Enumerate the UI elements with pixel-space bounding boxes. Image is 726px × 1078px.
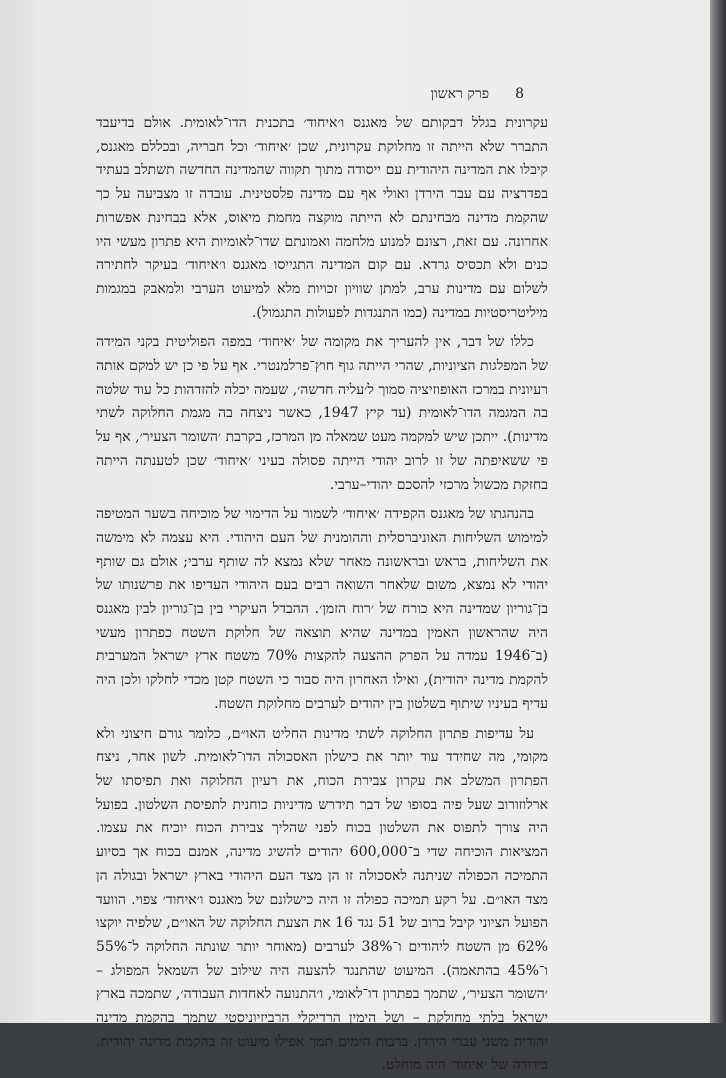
paragraph: עקרונית בגלל דבקותם של מאגנס ו׳איחוד׳ בתכנית הדו־לאומית. אולם בדיעבד התברר שלא הייתה זו מחלוקת עקרונית, שכן ׳איחוד׳ וכל חבריה, ובכללם מאגנס, קיבלו את המדינה היהודית עם ייסודה מתוך תקווה שהמדינה החדשה תשתלב בעתיד בפדרציה עם עבר הירדן ואולי אף עם מדינה פלסטינית. עובדה זו מצביעה על כך שהקמת מדינה מבחינתם לא הייתה מוקצה מחמת מיאוס, אלא בבחינת אפשרות אחרונה. עם זאת, רצונם למנוע מלחמה ואמונתם שדו־לאומיות היא פתרון מעשי היו כנים ולא תכסיס גרדא. עם קום המדינה התגייסו מאגנס ו׳איחוד׳ בעיקר לחתירה לשלום עם מדינות ערב, למתן שוויון זכויות מלא למיעוט הערבי ולמאבק במגמות מיליטריסטיות במדינה (כמו התנגדות לפעולות התגמול). xyxy=(96,115,548,321)
paragraph: בהנהגתו של מאגנס הקפידה ׳איחוד׳ לשמור על הדימוי של מוכיחה בשער המטיפה למימוש השליחות האוניברסלית וההומנית של העם היהודי. היא עצמה לא מימשה את השליחות, בראש ובראשונה מאחר שלא נמצא לה שותף ערבי; אולם גם שותף יהודי לא נמצא, משום שלאחר השואה רבים בעם היהודי העדיפו את פרשנותו של בן־גוריון שמדינה היא כורח של ׳רוח הזמן׳. ההבדל העיקרי בין בן־גוריון לבין מאגנס היה שהראשון האמין במדינה שהיא תוצאה של חלוקת השטח כפתרון מעשי (ב־1946 עמדה על הפרק ההצעה להקצות 70% משטח ארץ ישראל המערבית להקמת מדינה יהודית), ואילו האחרון היה סבור כי השטח קטן מכדי לחלקו ולכן היה עדיף בעיניו שיתוף בשלטון בין יהודים לערבים מחלוקת השטח. xyxy=(96,506,548,712)
paragraph: כללו של דבר, אין להעריך את מקומה של ׳איחוד׳ במפה הפוליטית בקני המידה של המפלגות הציוניות, שהרי הייתה גוף חוץ־פרלמנטרי. אף על פי כן יש למקם אותה רעיונית במרכז האופוזיציה סמוך ל׳עליה חדשה׳, שעמה יכלה להזדהות כל עוד שלטה בה המגמה הדו־לאומית (עד קיץ 1947, כאשר ניצחה בה מגמת החלוקה לשתי מדינות). ייתכן שיש למקמה מעט שמאלה מן המרכז, בקרבת ׳השומר הצעיר׳, אף על פי ששאיפתה של זו לרוב יהודי הייתה פסולה בעיני ׳איחוד׳ שכן לטענתה הייתה בחזקת מכשול מרכזי להסכם יהודי–ערבי. xyxy=(96,334,548,493)
running-header xyxy=(431,86,524,103)
page-number: 8 xyxy=(515,86,524,102)
body-text xyxy=(96,112,548,1078)
paragraph: על עדיפות פתרון החלוקה לשתי מדינות החליט האו״ם, כלומר גורם חיצוני ולא מקומי, מה שחידד עוד יותר את כישלון האסכולה הדו־לאומית. לשון אחר, ניצח הפתרון המשלב את עקרון צבירת הכוח, את רעיון החלוקה ואת תפיסתו של ארלוזורוב שעל פיה בסופו של דבר תידרש מדיניות כוחנית לתפיסת השלטון. בפועל היה צורך לתפוס את השלטון בכוח לפני שהליך צבירת הכוח יוכיח את עצמו. המציאות הוכיחה שדי ב־600,000 יהודים להשיג מדינה, אמנם בכוח אך בסיוע התמיכה הכפולה שניתנה לאסכולה זו הן מצד העם היהודי בארץ ישראל ובגולה הן מצד האו״ם. על רקע תמיכה כפולה זו היה כישלונם של מאגנס ו׳איחוד׳ צפוי. הוועד הפועל הציוני קיבל ברוב של 51 נגד 16 את הצעת החלוקה של האו״ם, שלפיה יוקצו 62% מן השטח ליהודים ו־38% לערבים (מאוחר יותר שונתה החלוקה ל־55% ו־45% בהתאמה). המיעוט שהתנגד להצעה היה שילוב של השמאל המפולג – ׳השומר הצעיר׳, שתמך בפתרון דו־לאומי, ו׳התנועה לאחדות העבודה׳, שתמכה בארץ ישראל בלתי מחולקת – ושל הימין הרדיקלי הרביזיוניסטי שתמך בהקמת מדינה יהודית משני עברי הירדן. ברבות הימים תמך אפילו מיעוט זה בהקמת מדינה יהודית. בידודה של ׳איחוד׳ היה מוחלט. xyxy=(96,725,549,1074)
chapter-title: פרק ראשון xyxy=(430,86,490,102)
page-edge-shadow xyxy=(710,0,726,1023)
